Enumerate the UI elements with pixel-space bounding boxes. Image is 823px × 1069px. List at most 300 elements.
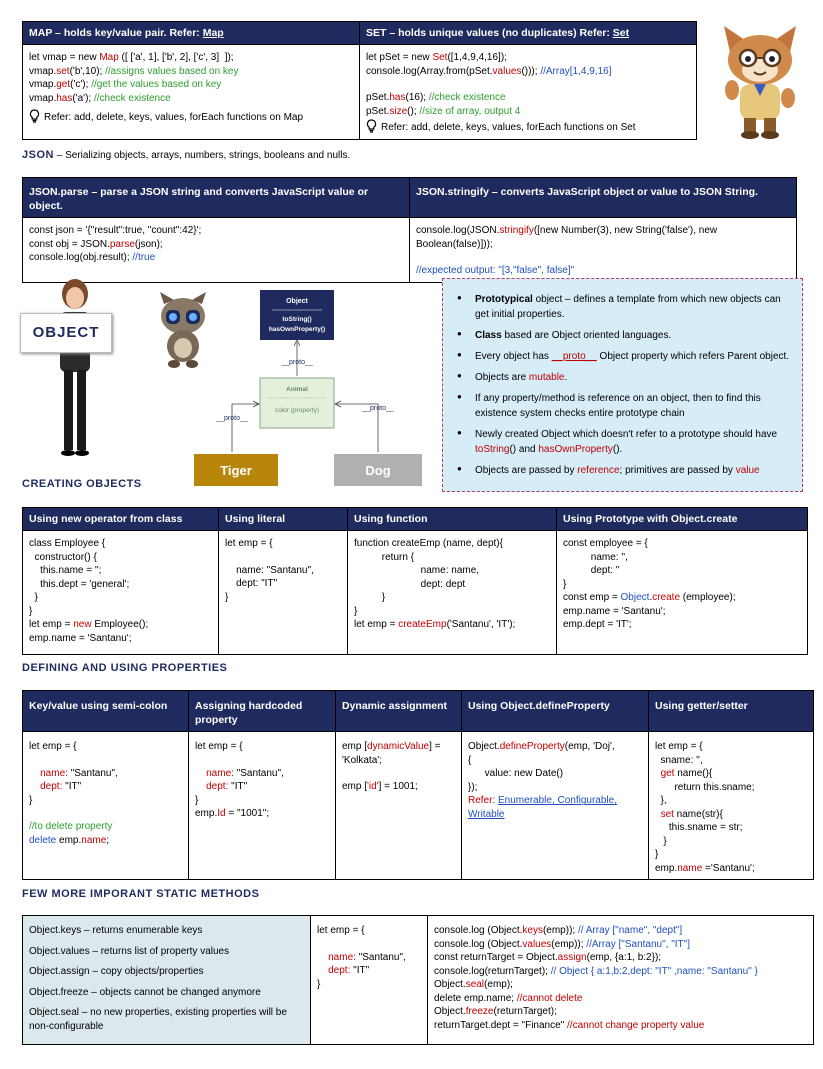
- code-token: },: [655, 795, 667, 807]
- code-token: ()));: [521, 65, 541, 77]
- code-token: let emp = {: [317, 925, 365, 936]
- code-line: [354, 537, 550, 551]
- code-token: size: [389, 105, 408, 117]
- code-token: this.sname = str;: [655, 822, 743, 834]
- code-token: seal: [465, 979, 485, 990]
- map-set-table: [22, 21, 697, 139]
- code-token: Object.: [434, 979, 466, 990]
- code-token: (16);: [405, 92, 429, 104]
- code-line: [434, 1005, 807, 1019]
- code-line: [655, 754, 807, 768]
- code-token: }: [317, 978, 321, 990]
- code-token: ; primitives are passed by: [619, 465, 736, 476]
- code-token: value: new Date(): [468, 768, 564, 780]
- code-line: [434, 938, 807, 952]
- code-line: [29, 51, 353, 65]
- code-token: let emp = {: [195, 741, 243, 753]
- code-token: "IT": [353, 965, 370, 976]
- code-token: console.log(obj.result);: [29, 252, 133, 264]
- code-line: [563, 564, 801, 578]
- lightbulb-icon: [29, 109, 40, 123]
- code-token: create: [652, 592, 681, 604]
- code-line: [563, 605, 801, 619]
- code-token: }: [29, 794, 33, 806]
- code-token: "IT": [231, 781, 248, 793]
- code-line: [416, 251, 790, 264]
- code-token: (json);: [134, 238, 163, 250]
- code-token: //check existence: [428, 92, 506, 104]
- code-token: set: [56, 65, 70, 77]
- code-line: [29, 794, 182, 808]
- code-token: Class: [475, 330, 502, 341]
- code-line: [29, 65, 353, 79]
- defining-column-header: Assigning hardcoded property: [189, 691, 336, 732]
- code-token: (employee);: [680, 592, 736, 604]
- code-token: console.log(returnTarget);: [434, 965, 551, 977]
- code-token: emp [: [342, 741, 368, 753]
- code-token: ([1,4,9,4,16]);: [447, 52, 507, 64]
- object-node-method: toString(): [282, 316, 312, 323]
- prototype-notes-box: [442, 278, 803, 492]
- code-token: name(){: [674, 768, 713, 780]
- code-line: [29, 564, 212, 578]
- code-token: returnTarget.dept = "Finance": [434, 1019, 568, 1031]
- code-line: [468, 740, 642, 754]
- code-line: [434, 924, 807, 938]
- code-line: [468, 767, 642, 781]
- code-token: dynamicValue: [367, 741, 430, 753]
- code-line: [29, 92, 353, 106]
- code-line: [29, 251, 403, 265]
- code-line: [29, 238, 403, 252]
- code-line: [563, 551, 801, 565]
- static-method-item: [29, 965, 304, 979]
- code-token: 'id': [367, 781, 379, 793]
- static-method-item: [29, 986, 304, 1000]
- code-line: [563, 618, 801, 632]
- code-line: [195, 740, 329, 754]
- code-token: () and: [509, 444, 539, 455]
- code-token: .: [564, 372, 568, 383]
- set-link[interactable]: Set: [612, 27, 630, 39]
- code-token: // Object { a:1,b:2,dept: "IT" ,name: "Santanu" }: [550, 965, 758, 977]
- proto-label-left: __proto__: [216, 415, 248, 422]
- code-line: [225, 577, 341, 591]
- prototype-notes-list: [453, 292, 792, 478]
- code-token: (emp, 'Doj',: [564, 741, 615, 753]
- code-token: name: name,: [354, 565, 480, 577]
- defining-column-code: [189, 732, 336, 880]
- prototype-note-item: [453, 292, 792, 322]
- code-token: "IT": [65, 781, 82, 793]
- static-method-desc: – copy objects/properties: [89, 966, 204, 977]
- code-token: ('b',10);: [69, 65, 106, 77]
- code-token: Id: [217, 808, 226, 820]
- code-token: ;: [106, 834, 110, 846]
- static-method-name: Object.assign: [29, 966, 90, 977]
- code-line: [354, 618, 550, 632]
- code-token: console.log(JSON.: [416, 225, 500, 237]
- code-token: (returnTarget);: [493, 1006, 557, 1017]
- code-token: reference: [577, 465, 620, 476]
- code-token: ();: [407, 105, 420, 117]
- map-refer: Refer: add, delete, keys, values, forEach functions on Map: [29, 109, 353, 125]
- code-line: [366, 78, 690, 91]
- code-token: values: [522, 938, 552, 950]
- object-sign: OBJECT: [20, 313, 112, 353]
- refer-link-configurable[interactable]: Configurable: [557, 795, 615, 807]
- code-token: console.log (Object.: [434, 925, 523, 936]
- code-line: [29, 578, 212, 592]
- code-token: ('Santanu', 'IT');: [446, 619, 516, 631]
- code-token: assign: [557, 952, 587, 963]
- code-token: ] = 1001;: [378, 781, 418, 793]
- code-line: [317, 964, 421, 978]
- code-token: dept: dept: [354, 578, 466, 590]
- code-line: [342, 754, 455, 768]
- code-token: return {: [354, 551, 415, 563]
- code-token: createEmp: [398, 619, 447, 631]
- code-token: //check existence: [93, 92, 171, 104]
- static-emp-code: [311, 916, 428, 1045]
- prototype-note-item: [453, 463, 792, 478]
- code-line: [29, 834, 182, 848]
- code-token: const emp =: [563, 592, 621, 604]
- code-token: dept:: [317, 965, 354, 976]
- code-token: has: [389, 92, 406, 104]
- map-code: [23, 45, 360, 140]
- code-token: }: [29, 605, 33, 617]
- creating-column-header: Using new operator from class: [23, 508, 219, 531]
- code-token: const employee = {: [563, 538, 648, 550]
- animal-node-prop: color (property): [274, 407, 320, 414]
- code-token: Objects are passed by: [475, 465, 578, 476]
- code-line: [468, 754, 642, 768]
- code-token: const obj = JSON.: [29, 238, 110, 250]
- defining-column-header: Using Object.defineProperty: [462, 691, 649, 732]
- object-node-method: hasOwnProperty(): [268, 326, 326, 333]
- refer-link-writable[interactable]: Writable: [468, 808, 505, 820]
- code-token: //Array[1,4,9,16]: [540, 65, 612, 77]
- defining-properties-table: [22, 690, 813, 880]
- code-token: //size of array, output 4: [419, 105, 521, 117]
- code-line: [416, 224, 790, 238]
- code-line: [366, 105, 690, 119]
- code-line: [354, 605, 550, 619]
- code-token: name: [677, 862, 703, 874]
- code-token: });: [468, 781, 478, 793]
- code-line: [29, 632, 212, 646]
- code-line: [29, 767, 182, 781]
- code-token: emp.dept = 'IT';: [563, 619, 632, 631]
- code-line: [195, 780, 329, 794]
- creating-column-header: Using Prototype with Object.create: [557, 508, 808, 531]
- static-method-item: [29, 945, 304, 959]
- code-line: [416, 238, 790, 252]
- code-line: [29, 591, 212, 605]
- code-token: Prototypical: [475, 294, 533, 305]
- code-line: [317, 938, 421, 951]
- code-token: name: "Santanu",: [225, 564, 314, 576]
- code-line: [317, 978, 421, 992]
- creating-column-code: [348, 531, 557, 655]
- map-link[interactable]: Map: [202, 27, 224, 39]
- code-token: Set: [432, 52, 448, 64]
- code-line: [29, 224, 403, 238]
- code-line: [366, 91, 690, 105]
- code-token: const returnTarget = Object.: [434, 952, 558, 963]
- set-header: SET – holds unique values (no duplicates) Refer: Set: [360, 22, 697, 45]
- code-line: [225, 564, 341, 578]
- code-line: [563, 537, 801, 551]
- code-token: name:: [29, 767, 71, 779]
- code-token: // Array ["name", "dept"]: [577, 925, 683, 936]
- code-token: Object property which refers Parent object.: [596, 351, 790, 362]
- code-line: [416, 264, 790, 278]
- code-token: }: [354, 592, 386, 604]
- code-token: }: [655, 849, 659, 861]
- code-token: set: [660, 808, 674, 820]
- static-methods-list: [23, 916, 311, 1045]
- static-method-desc: – returns list of property values: [89, 945, 230, 957]
- code-line: [655, 821, 807, 835]
- code-line: [29, 740, 182, 754]
- code-line: [366, 65, 690, 79]
- code-token: hasOwnProperty: [538, 444, 613, 455]
- code-token: dept: "IT": [225, 578, 278, 590]
- code-token: ] =: [429, 741, 441, 753]
- set-refer: Refer: add, delete, keys, values, forEach functions on Set: [366, 119, 690, 135]
- code-line: [225, 591, 341, 605]
- json-parse-header: JSON.parse – parse a JSON string and converts JavaScript value or object.: [23, 178, 410, 218]
- static-method-item: [29, 924, 304, 938]
- code-token: delete emp.name;: [434, 992, 517, 1004]
- code-line: [29, 807, 182, 820]
- code-token: let vmap = new: [29, 52, 100, 64]
- code-token: {: [468, 754, 472, 766]
- code-token: vmap.: [29, 65, 57, 77]
- code-line: [655, 862, 807, 876]
- code-token: }: [225, 591, 229, 603]
- code-token: ='Santanu';: [702, 862, 755, 874]
- code-line: [317, 924, 421, 938]
- code-token: Newly created Object which doesn't refer to a prototype should have: [475, 429, 778, 440]
- code-token: ('c');: [70, 79, 92, 91]
- static-method-item: [29, 1006, 304, 1033]
- static-methods-table: [22, 915, 813, 1040]
- code-token: this.name = '';: [29, 565, 102, 577]
- static-method-name: Object.keys: [29, 925, 82, 936]
- code-token: defineProperty: [499, 741, 565, 753]
- code-token: (emp));: [551, 938, 587, 950]
- code-token: ([new Number(3), new String('false'), new: [533, 225, 718, 237]
- code-token: ().: [612, 444, 623, 455]
- code-token: let emp =: [29, 619, 74, 631]
- code-token: dept:: [29, 781, 66, 793]
- code-token: return this.sname;: [655, 781, 755, 793]
- code-token: pSet.: [366, 92, 390, 104]
- code-token: name: [81, 834, 107, 846]
- static-method-desc: – objects cannot be changed anymore: [88, 986, 261, 998]
- code-token: emp.: [195, 808, 218, 820]
- code-token: 'Kolkata';: [342, 754, 382, 766]
- code-line: [655, 781, 807, 795]
- static-method-name: Object.freeze: [29, 986, 89, 998]
- set-code: [360, 45, 697, 140]
- dog-label: Dog: [365, 463, 391, 478]
- code-line: [655, 848, 807, 862]
- code-token: Employee();: [91, 619, 149, 631]
- static-method-name: Object.values: [29, 945, 90, 957]
- code-token: Every object has: [475, 351, 552, 362]
- code-token: //expected output: "[3,"false", false]": [416, 265, 575, 277]
- defining-column-code: [649, 732, 814, 880]
- code-token: Object.: [434, 1006, 466, 1017]
- json-stringify-code: [410, 218, 797, 283]
- defining-column-header: Dynamic assignment: [336, 691, 462, 732]
- code-token: }: [354, 605, 358, 617]
- static-method-desc: – returns enumerable keys: [81, 925, 203, 936]
- code-token: //Array ["Santanu", "IT"]: [586, 938, 690, 950]
- code-token: //true: [132, 252, 156, 264]
- json-stringify-header: JSON.stringify – converts JavaScript object or value to JSON String.: [410, 178, 797, 218]
- code-token: stringify: [499, 225, 534, 237]
- code-token: constructor() {: [29, 551, 97, 563]
- code-token: get: [660, 768, 675, 780]
- code-token: Object: [620, 592, 650, 604]
- code-line: [434, 992, 807, 1006]
- code-token: "Santanu",: [70, 767, 118, 779]
- code-line: [342, 767, 455, 780]
- code-token: Objects are: [475, 372, 529, 383]
- code-token: pSet.: [366, 105, 390, 117]
- code-token: object – defines a template from which new objects can get initial properties.: [475, 294, 781, 320]
- code-line: [434, 1019, 807, 1033]
- code-line: [29, 537, 212, 551]
- code-line: [342, 780, 455, 794]
- creating-column-code: [219, 531, 348, 655]
- code-token: emp.name = 'Santanu';: [29, 632, 132, 644]
- code-token: console.log (Object.: [434, 938, 523, 950]
- prototype-note-item: [453, 391, 792, 421]
- map-header: MAP – holds key/value pair. Refer: Map: [23, 22, 360, 45]
- static-methods-heading: FEW MORE IMPORANT STATIC METHODS: [22, 888, 260, 900]
- code-line: [354, 578, 550, 592]
- code-token: ([ ['a', 1], ['b', 2], ['c', 3] ]);: [118, 52, 234, 64]
- code-token: freeze: [465, 1006, 494, 1017]
- code-line: [342, 740, 455, 754]
- code-token: new: [73, 619, 92, 631]
- code-line: [655, 808, 807, 822]
- code-line: [195, 754, 329, 767]
- code-token: let pSet = new: [366, 52, 433, 64]
- code-token: console.log(Array.from(pSet.: [366, 65, 493, 77]
- code-token: mutable: [528, 372, 565, 383]
- code-line: [195, 807, 329, 821]
- creating-column-code: [23, 531, 219, 655]
- mascot-cat-icon: [710, 22, 810, 140]
- creating-column-code: [557, 531, 808, 655]
- code-token: values: [492, 65, 522, 77]
- code-token: parse: [109, 238, 135, 250]
- code-token: this.dept = 'general';: [29, 578, 130, 590]
- code-token: emp [: [342, 781, 368, 793]
- code-token: toString: [475, 444, 510, 455]
- code-line: [195, 767, 329, 781]
- code-token: emp.: [56, 834, 82, 846]
- woman-holding-sign-illustration: [20, 278, 120, 468]
- code-line: [655, 794, 807, 808]
- prototype-note-item: [453, 328, 792, 343]
- code-line: [655, 740, 807, 754]
- code-line: [29, 618, 212, 632]
- json-heading: JSON – Serializing objects, arrays, numbers, strings, booleans and nulls.: [22, 149, 351, 161]
- code-token: If any property/method is reference on an object, then to find this existence system checks entire prototype chain: [475, 393, 761, 419]
- code-token: }: [655, 835, 667, 847]
- code-token: has: [56, 92, 73, 104]
- animal-node-title: Animal: [286, 386, 308, 393]
- code-token: name:: [195, 767, 237, 779]
- code-token: Map: [99, 52, 119, 64]
- code-token: let emp = {: [29, 741, 77, 753]
- proto-label-top: __proto__: [281, 359, 313, 366]
- code-token: //cannot change property value: [567, 1019, 705, 1031]
- proto-label-right: __proto__: [362, 405, 394, 412]
- code-line: [354, 551, 550, 565]
- code-token: = "1001";: [225, 808, 270, 820]
- defining-column-header: Key/value using semi-colon: [23, 691, 189, 732]
- json-table: [22, 177, 797, 277]
- code-line: [29, 605, 212, 619]
- defining-column-header: Using getter/setter: [649, 691, 814, 732]
- code-token: Object.: [468, 741, 500, 753]
- code-token: const json = '{"result":true, "count":42}';: [29, 225, 202, 237]
- code-line: [366, 51, 690, 65]
- code-token: }: [563, 578, 567, 590]
- code-token: ('a');: [72, 92, 94, 104]
- code-token: name:: [317, 951, 359, 963]
- code-token: function createEmp (name, dept){: [354, 538, 503, 550]
- code-token: emp.name = 'Santanu';: [563, 605, 666, 617]
- code-token: __proto__: [551, 351, 597, 362]
- creating-column-header: Using function: [348, 508, 557, 531]
- code-token: keys: [522, 925, 543, 936]
- tiger-label: Tiger: [220, 463, 252, 478]
- code-line: [434, 965, 807, 979]
- code-line: [434, 951, 807, 965]
- define-property-refer: Refer: Enumerable, Configurable, Writable: [468, 795, 617, 820]
- code-token: .: [649, 592, 653, 604]
- refer-link-enumerable[interactable]: Enumerable: [498, 795, 552, 807]
- code-token: let emp =: [354, 619, 399, 631]
- code-token: }: [195, 794, 199, 806]
- static-method-desc: – no new properties, existing properties will be non-configurable: [29, 1007, 287, 1032]
- code-line: [434, 978, 807, 992]
- json-parse-code: [23, 218, 410, 283]
- code-line: [655, 767, 807, 781]
- code-token: //to delete property: [29, 821, 113, 833]
- code-line: [29, 820, 182, 834]
- code-line: [468, 781, 642, 795]
- code-token: let emp = {: [225, 538, 273, 550]
- code-line: [563, 578, 801, 592]
- code-token: name(str){: [673, 808, 723, 820]
- code-line: [225, 551, 341, 564]
- creating-objects-table: [22, 507, 807, 655]
- code-line: [29, 78, 353, 92]
- code-token: (emp));: [542, 925, 578, 936]
- code-token: value: [735, 465, 760, 476]
